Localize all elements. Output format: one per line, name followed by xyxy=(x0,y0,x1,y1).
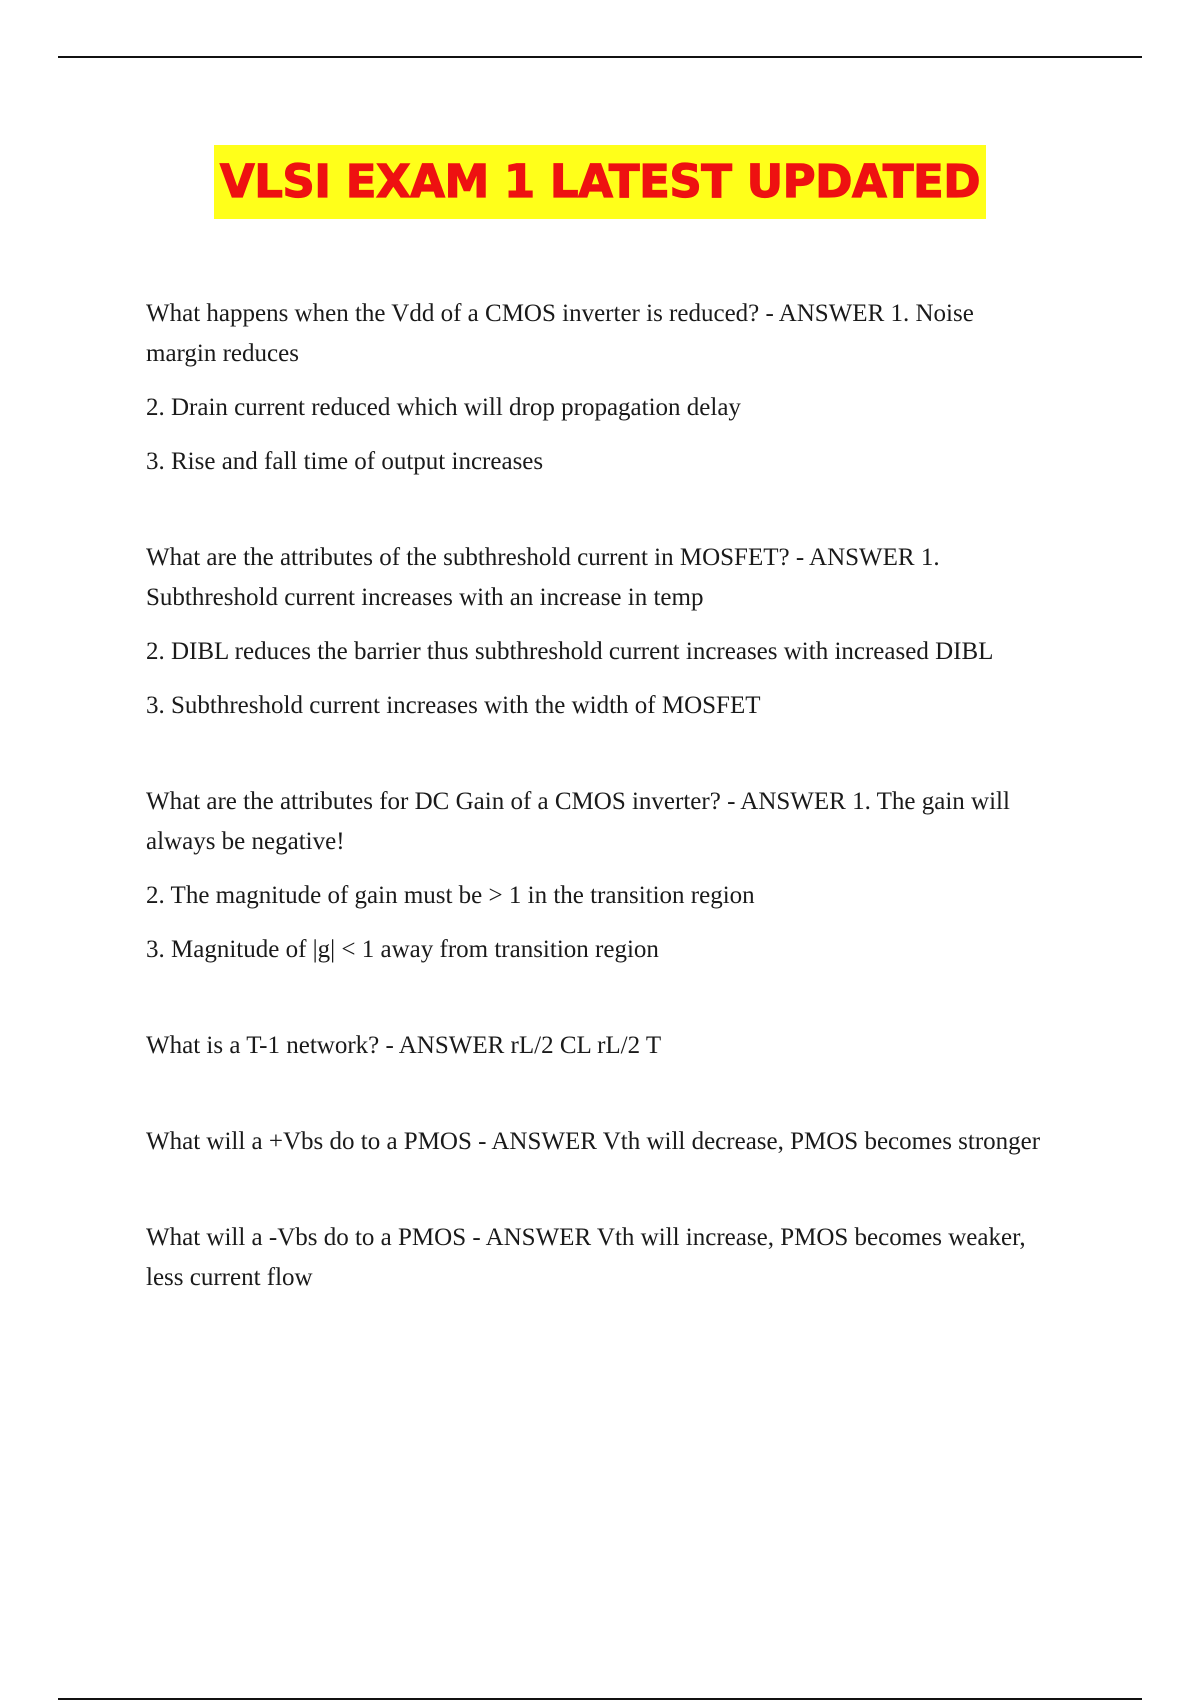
qa-block-4 xyxy=(146,1026,1046,1066)
qa-block-1 xyxy=(146,294,1046,482)
answer-3-item-2: 2. The magnitude of gain must be > 1 in the transition region xyxy=(146,882,755,909)
document-title: VLSI EXAM 1 LATEST UPDATED xyxy=(214,145,986,219)
question-5: What will a +Vbs do to a PMOS - ANSWER Vth will decrease, PMOS becomes stronger xyxy=(146,1128,1041,1155)
question-1: What happens when the Vdd of a CMOS inverter is reduced? - ANSWER 1. Noise margin reduces xyxy=(146,300,974,367)
question-2: What are the attributes of the subthreshold current in MOSFET? - ANSWER 1. Subthreshold current increases with an increase in temp xyxy=(146,544,940,611)
document-body xyxy=(146,294,1046,1354)
question-4: What is a T-1 network? - ANSWER rL/2 CL rL/2 T xyxy=(146,1032,662,1059)
qa-block-6 xyxy=(146,1218,1046,1298)
answer-1-item-2: 2. Drain current reduced which will drop propagation delay xyxy=(146,394,741,421)
answer-3-item-3: 3. Magnitude of |g| < 1 away from transition region xyxy=(146,936,659,963)
answer-2-item-3: 3. Subthreshold current increases with the width of MOSFET xyxy=(146,692,761,719)
title-area xyxy=(0,145,1200,219)
qa-block-2 xyxy=(146,538,1046,726)
answer-2-item-2: 2. DIBL reduces the barrier thus subthreshold current increases with increased DIBL xyxy=(146,638,994,665)
question-6: What will a -Vbs do to a PMOS - ANSWER Vth will increase, PMOS becomes weaker, less current flow xyxy=(146,1224,1026,1291)
top-divider xyxy=(58,56,1142,58)
qa-block-5 xyxy=(146,1122,1046,1162)
question-3: What are the attributes for DC Gain of a CMOS inverter? - ANSWER 1. The gain will always be negative! xyxy=(146,788,1010,855)
qa-block-3 xyxy=(146,782,1046,970)
answer-1-item-3: 3. Rise and fall time of output increases xyxy=(146,448,544,475)
